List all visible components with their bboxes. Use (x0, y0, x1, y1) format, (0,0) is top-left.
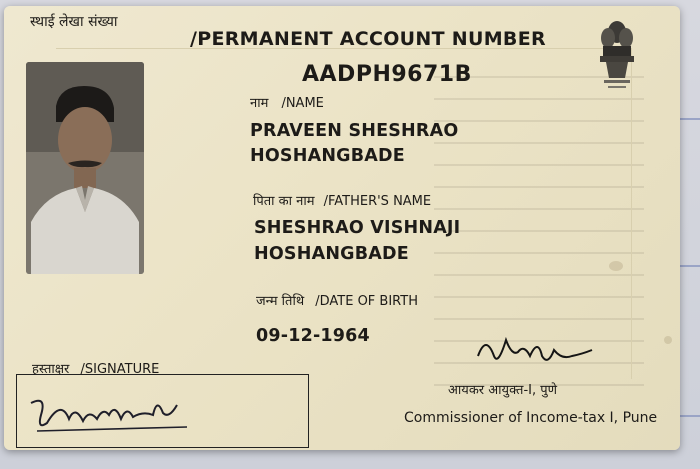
dob-value: 09-12-1964 (256, 326, 370, 346)
hindi-header: स्थाई लेखा संख्या (30, 14, 118, 30)
father-label-english: /FATHER'S NAME (323, 194, 432, 209)
pan-number: AADPH9671B (302, 62, 472, 87)
name-value-line1: PRAVEEN SHESHRAO (250, 121, 459, 141)
father-label-hindi: पिता का नाम (253, 194, 315, 209)
dob-label (256, 290, 418, 309)
holder-signature-scribble (17, 375, 308, 447)
name-label-english: /NAME (281, 96, 324, 111)
national-emblem-icon (594, 18, 640, 96)
cardholder-photo (26, 62, 144, 274)
signature-label-hindi: हस्ताक्षर (32, 362, 70, 377)
name-value-line2: HOSHANGBADE (250, 146, 405, 166)
card-title: /PERMANENT ACCOUNT NUMBER (190, 28, 546, 50)
signature-label-english: /SIGNATURE (80, 362, 160, 377)
pan-card (4, 6, 680, 450)
commissioner-signature-scribble (472, 326, 597, 374)
father-name-label (253, 190, 431, 209)
dob-label-hindi: जन्म तिथि (256, 294, 305, 309)
father-name-value-line1: SHESHRAO VISHNAJI (254, 218, 461, 238)
name-label-hindi: नाम (250, 96, 269, 111)
name-label (250, 92, 324, 111)
stain-mark (664, 336, 672, 344)
stain-mark (609, 261, 623, 271)
signature-box (16, 374, 309, 448)
issuer-hindi: आयकर आयुक्त-I, पुणे (448, 383, 558, 398)
dob-label-english: /DATE OF BIRTH (315, 294, 418, 309)
issuer-english: Commissioner of Income-tax I, Pune (404, 410, 658, 426)
father-name-value-line2: HOSHANGBADE (254, 244, 409, 264)
